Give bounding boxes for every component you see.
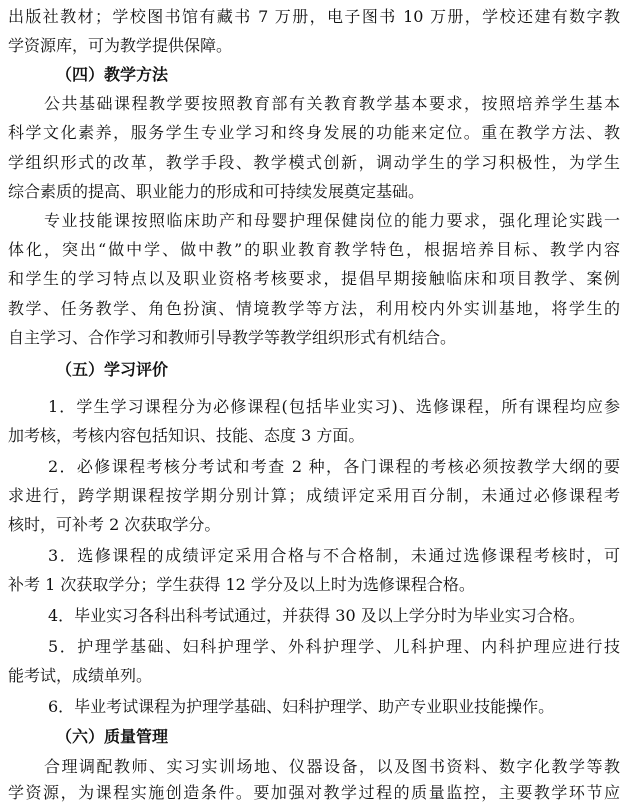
list-item-line: 2．必修课程考核分考试和考查 2 种，各门课程的考核必须按教学大纲的要 (48, 457, 620, 476)
text-line: 和学生的学习特点以及职业资格考核要求，提倡早期接触临床和项目教学、案例 (8, 269, 620, 288)
section-heading: （四）教学方法 (56, 65, 169, 84)
text-line: 学资源库，可为教学提供保障。 (8, 36, 233, 55)
list-item-line: 6．毕业考试课程为护理学基础、妇科护理学、助产专业职业技能操作。 (48, 697, 555, 716)
text-line: 补考 1 次获取学分；学生获得 12 学分及以上时为选修课程合格。 (8, 575, 475, 594)
text-line: 教学、任务教学、角色扮演、情境教学等方法，利用校内外实训基地，将学生的 (8, 299, 620, 318)
text-line: 合理调配教师、实习实训场地、仪器设备，以及图书资料、数字化教学等教 (44, 757, 620, 776)
list-item-line: 3．选修课程的成绩评定采用合格与不合格制，未通过选修课程考核时，可 (48, 546, 620, 565)
text-line: 公共基础课程教学要按照教育部有关教育教学基本要求，按照培养学生基本 (44, 94, 620, 113)
text-line: 学组织形式的改革，教学手段、教学模式创新，调动学生的学习积极性，为学生 (8, 153, 620, 172)
text-line: 科学文化素养，服务学生专业学习和终身发展的功能来定位。重在教学方法、教 (8, 123, 620, 142)
text-line: 求进行，跨学期课程按学期分别计算；成绩评定采用百分制，未通过必修课程考 (8, 486, 620, 505)
text-line: 出版社教材；学校图书馆有藏书 7 万册，电子图书 10 万册，学校还建有数字教 (8, 7, 620, 26)
list-item-line: 4．毕业实习各科出科考试通过，并获得 30 及以上学分时为毕业实习合格。 (48, 606, 585, 625)
text-line: 核时，可补考 2 次获取学分。 (8, 515, 221, 534)
list-item-line: 5．护理学基础、妇科护理学、外科护理学、儿科护理、内科护理应进行技 (48, 637, 620, 656)
section-heading: （五）学习评价 (56, 360, 169, 379)
text-line: 综合素质的提高、职业能力的形成和可持续发展奠定基础。 (8, 182, 425, 201)
text-line: 学资源，为课程实施创造条件。要加强对教学过程的质量监控，主要教学环节应 (8, 783, 620, 802)
section-heading: （六）质量管理 (56, 727, 169, 746)
text-line: 加考核，考核内容包括知识、技能、态度 3 方面。 (8, 426, 365, 445)
list-item-line: 1．学生学习课程分为必修课程(包括毕业实习)、选修课程，所有课程均应参 (48, 397, 620, 416)
text-line: 自主学习、合作学习和教师引导教学等教学组织形式有机结合。 (8, 328, 457, 347)
text-line: 专业技能课按照临床助产和母婴护理保健岗位的能力要求，强化理论实践一 (44, 211, 620, 230)
text-line: 体化，突出“做中学、做中教”的职业教育教学特色，根据培养目标、教学内容 (8, 240, 620, 259)
text-line: 能考试，成绩单列。 (8, 666, 153, 685)
